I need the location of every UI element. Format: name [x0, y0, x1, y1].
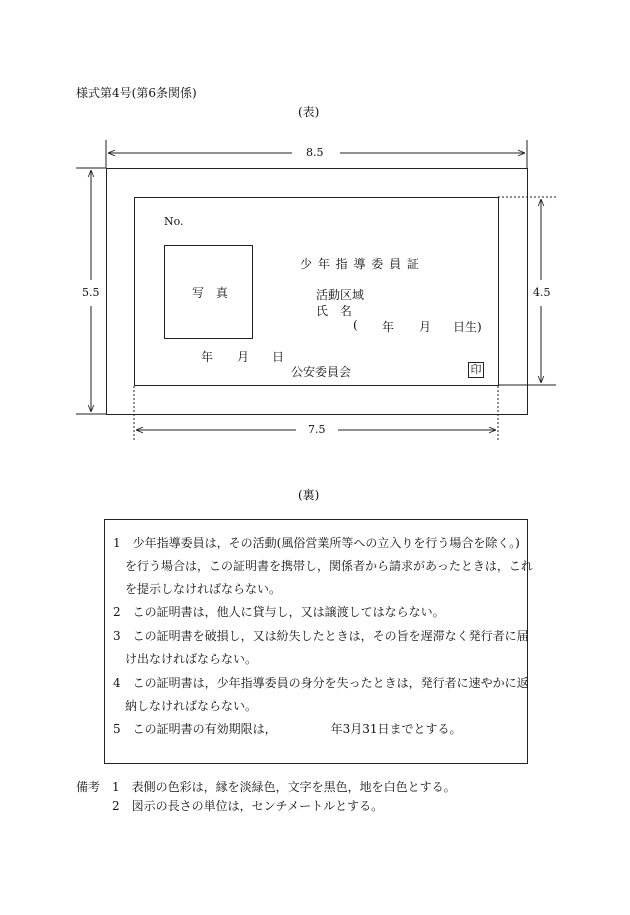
back-text-line: 1 少年指導委員は，その活動(風俗営業所等への立入りを行う場合を除く。) [113, 536, 520, 550]
issuer-label: 公安委員会 [291, 365, 352, 379]
back-text-line: 3 この証明書を破損し，又は紛失したときは，その旨を遅滞なく発行者に届 [113, 629, 529, 643]
back-text-line: を提示しなければならない。 [113, 582, 282, 596]
card-title: 少 年 指 導 委 員 証 [300, 257, 420, 271]
dim-inner-height: 4.5 [533, 286, 551, 299]
remarks-label: 備考 [76, 780, 101, 794]
issue-day-label: 日 [272, 350, 285, 364]
birth-day-label: 日生) [453, 320, 482, 334]
name-label: 氏 名 [316, 304, 356, 318]
back-text-line: け出なければならない。 [113, 652, 258, 666]
card-inner-frame [134, 197, 499, 386]
issue-month-label: 月 [237, 350, 250, 364]
birth-year-label: 年 [382, 320, 395, 334]
photo-label: 写 真 [192, 286, 232, 300]
birth-open-paren: ( [353, 318, 358, 332]
seal-stamp: 印 [468, 362, 484, 378]
card-number-label: No. [164, 215, 184, 228]
card-back-frame [104, 519, 533, 764]
remarks-item: 2 図示の長さの単位は，センチメートルとする。 [112, 799, 384, 813]
dim-outer-height: 5.5 [82, 286, 100, 299]
issue-year-label: 年 [201, 350, 214, 364]
remarks-item: 1 表側の色彩は，縁を淡緑色，文字を黒色，地を白色とする。 [112, 780, 456, 794]
front-label: (表) [298, 105, 320, 119]
activity-area-label: 活動区域 [316, 288, 365, 302]
dim-outer-width: 8.5 [306, 146, 324, 159]
photo-box [164, 245, 253, 339]
birth-month-label: 月 [419, 320, 432, 334]
form-title: 様式第4号(第6条関係) [76, 86, 197, 100]
back-text-line: 納しなければならない。 [113, 699, 258, 713]
back-text-line: 5 この証明書の有効期限は， 年3月31日までとする。 [113, 722, 462, 736]
back-text-line: 4 この証明書は，少年指導委員の身分を失ったときは，発行者に速やかに返 [113, 676, 529, 690]
dim-inner-width: 7.5 [308, 423, 326, 436]
back-text-line: 2 この証明書は，他人に貸与し，又は譲渡してはならない。 [113, 605, 445, 619]
back-label: (裏) [298, 488, 320, 502]
back-text-line: を行う場合は，この証明書を携帯し，関係者から請求があったときは，これ [113, 559, 533, 573]
